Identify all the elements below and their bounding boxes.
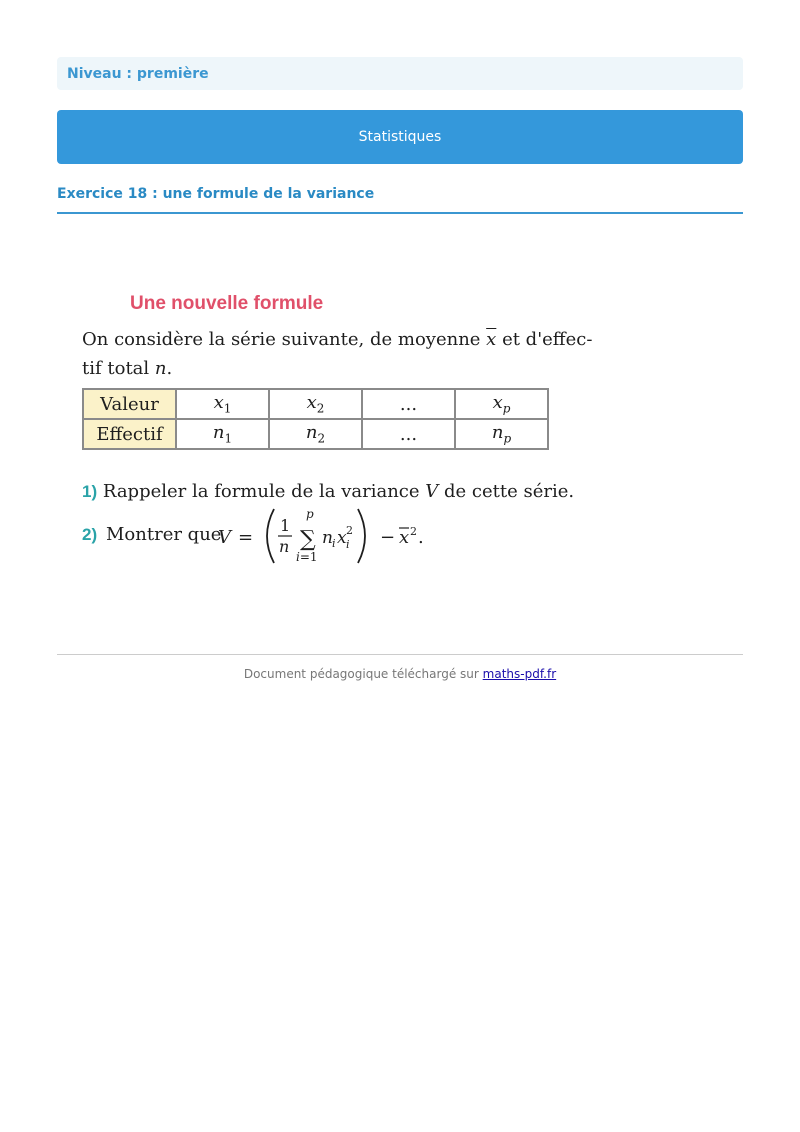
intro-text-middle: et d'effec- [502,329,593,350]
table-cell-ellipsis: ... [362,389,455,419]
table-row [83,389,548,419]
svg-text:∑: ∑ [300,527,316,552]
question-1 [82,481,574,502]
svg-text:x: x [399,527,410,548]
svg-text:i: i [346,538,350,551]
svg-text:V: V [218,527,231,548]
table-cell-xp: $x_p$ [455,389,548,419]
variance-symbol: V [425,481,439,502]
table-row [83,419,548,449]
exercise-title: Exercice 18 : une formule de la variance [57,186,375,202]
question-text: Montrer que [106,524,222,545]
level-label: Niveau : première [67,65,209,82]
svg-text:i: i [332,537,336,550]
svg-text:−: − [380,527,396,548]
table-cell-x2: $x_2$ [269,389,362,419]
intro-text: On considère la série suivante, de moyenne [82,329,481,350]
svg-text:x: x [337,528,347,548]
table-cell-n2: $n_2$ [269,419,362,449]
intro-line2: tif total [82,358,150,379]
svg-text:2: 2 [410,525,417,538]
total-symbol: n [154,358,167,379]
data-table [82,388,549,450]
variance-formula [212,505,432,567]
mean-symbol: $\overline{x}$ [486,329,497,350]
svg-text:2: 2 [346,524,353,537]
footer-text: Document pédagogique téléchargé sur [243,667,479,681]
svg-text:1: 1 [280,516,291,535]
svg-text:=: = [238,527,254,548]
svg-text:.: . [418,527,424,548]
svg-text:p: p [306,507,314,521]
table-cell-n1: $n_1$ [176,419,269,449]
exercise-divider [57,212,743,214]
footer [0,667,800,681]
chapter-title: Statistiques [358,129,442,145]
table-cell-np: $n_p$ [455,419,548,449]
svg-text:i=1: i=1 [296,550,318,564]
svg-text:n: n [279,537,290,556]
chapter-banner [57,110,743,164]
question-2 [82,505,482,567]
problem-intro [82,325,593,383]
question-number: 1) [82,482,98,501]
question-text: Rappeler la formule de la variance [102,481,420,502]
level-banner [57,57,743,90]
row-header-valeur: Valeur [83,389,176,419]
question-number: 2) [82,525,98,544]
table-cell-ellipsis: ... [362,419,455,449]
footer-divider [57,654,743,655]
svg-text:n: n [322,528,333,548]
table-cell-x1: $x_1$ [176,389,269,419]
footer-link[interactable]: maths-pdf.fr [482,667,557,681]
intro-end: . [166,358,173,379]
row-header-effectif: Effectif [83,419,176,449]
question-text-end: de cette série. [444,481,575,502]
problem-heading: Une nouvelle formule [130,293,324,314]
